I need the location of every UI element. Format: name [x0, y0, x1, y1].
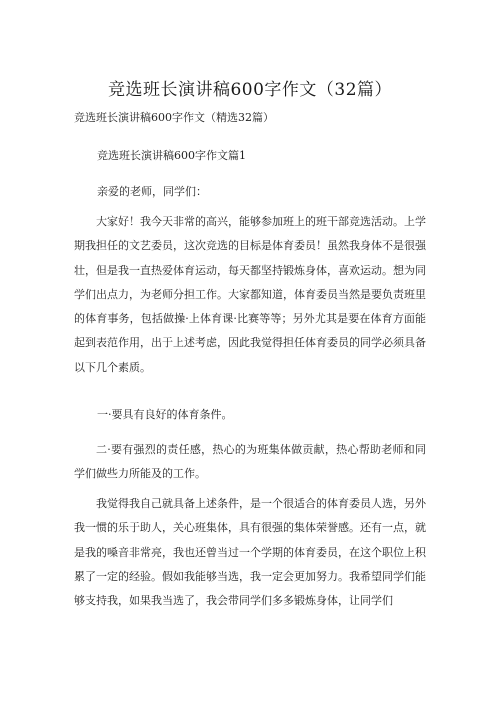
document-title: 竞选班长演讲稿600字作文（32篇）	[107, 80, 393, 100]
body-paragraph-1: 大家好！我今天非常的高兴，能够参加班上的班干部竞选活动。上学期我担任的文艺委员，这次竞选的目标是体育委员！虽然我身体不是很强壮，但是我一直热爱体育运动，每天都坚持锻炼身体，喜欢运动。想为同学们出点力，为老师分担工作。大家都知道，体育委员当然是要负责班里的体育事务，包括做操·上体育课·比赛等等；另外尤其是要在体育方面能起到表范作用，出于上述考虑，因此我觉得担任体育委员的同学必须具备以下几个素质。	[74, 215, 426, 374]
body-paragraph-2: 二·要有强烈的责任感，热心的为班集体做贡献，热心帮助老师和同学们做些力所能及的工作。	[74, 443, 426, 481]
document-subtitle: 竞选班长演讲稿600字作文（精选32篇）	[74, 111, 274, 124]
list-item-1: 一·要具有良好的体育条件。	[97, 408, 233, 421]
greeting: 亲爱的老师，同学们：	[97, 185, 207, 198]
body-paragraph-3: 我觉得我自己就具备上述条件，是一个很适合的体育委员人选，另外我一惯的乐于助人，关心班集体，具有很强的集体荣誉感。还有一点，就是我的嗓音非常亮，我也还曾当过一个学期的体育委员，在这个职位上积累了一定的经验。假如我能够当选，我一定会更加努力。我希望同学们能够支持我，如果我当选了，我会带同学们多多锻炼身体，让同学们	[74, 497, 426, 608]
section-heading: 竞选班长演讲稿600字作文篇1	[97, 149, 246, 162]
